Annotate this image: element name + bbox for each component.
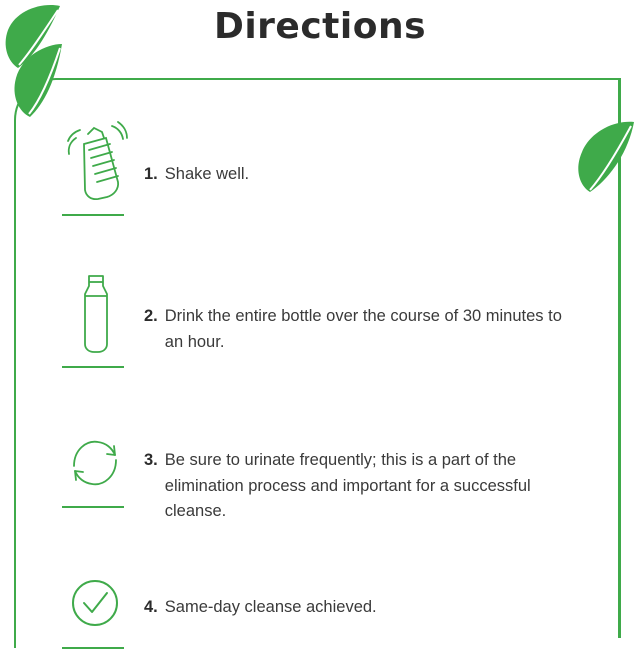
step-icon-slot — [48, 120, 144, 216]
divider — [62, 214, 124, 216]
step-text — [144, 575, 377, 621]
steps-list — [48, 120, 588, 671]
list-item — [48, 575, 588, 671]
step-body: Shake well. — [164, 165, 250, 183]
divider — [62, 506, 124, 508]
bottle-icon — [62, 272, 128, 356]
step-icon-slot — [48, 430, 144, 508]
step-number: 1. — [144, 165, 158, 183]
step-body: Drink the entire bottle over the course of 30 minutes to an hour. — [164, 307, 562, 351]
page-title: Directions — [213, 6, 427, 47]
step-icon-slot — [48, 575, 144, 649]
step-text — [144, 120, 249, 188]
step-text — [144, 272, 565, 355]
list-item — [48, 120, 588, 238]
step-icon-slot — [48, 272, 144, 368]
step-number: 4. — [144, 597, 158, 616]
leaf-icon — [2, 0, 122, 125]
step-number: 2. — [144, 307, 158, 325]
list-item — [48, 430, 588, 547]
recycle-arrows-icon — [62, 430, 128, 496]
shaking-bottle-icon — [62, 120, 128, 204]
step-body: Be sure to urinate frequently; this is a part of the elimination process and important for a successful cleanse. — [164, 451, 531, 521]
list-item — [48, 272, 588, 390]
step-body: Same-day cleanse achieved. — [164, 597, 377, 616]
divider — [62, 366, 124, 368]
divider — [62, 647, 124, 649]
step-number: 3. — [144, 451, 158, 469]
check-circle-icon — [62, 575, 128, 637]
step-text — [144, 430, 565, 525]
